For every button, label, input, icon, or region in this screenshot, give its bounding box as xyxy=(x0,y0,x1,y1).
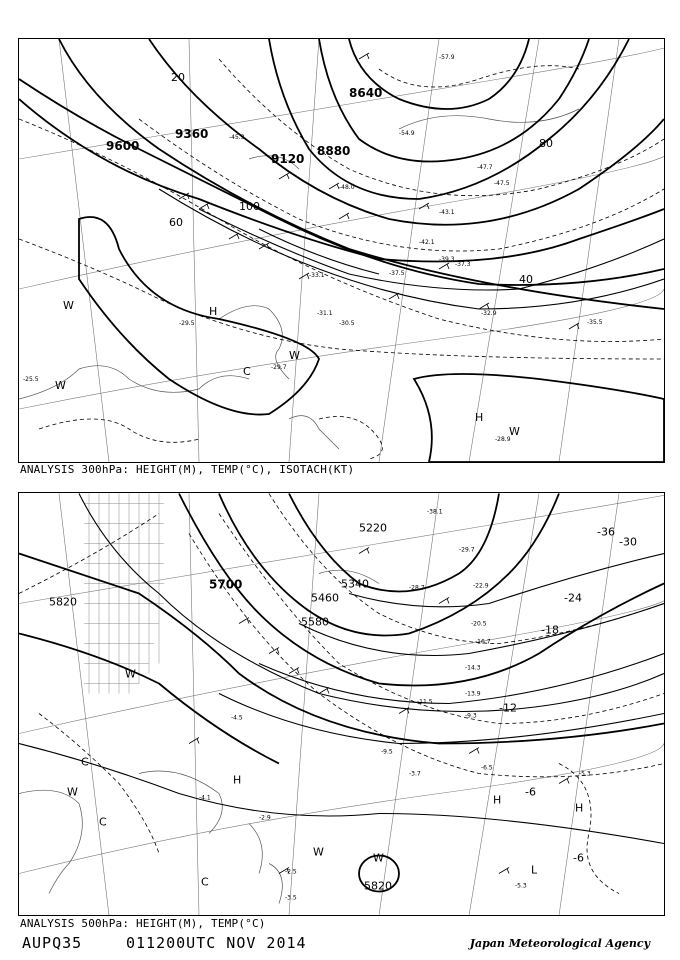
graticule xyxy=(19,493,664,916)
temperature-value: -9.3 xyxy=(465,712,477,720)
temperature-value: -38.1 xyxy=(427,508,443,516)
temperature-value: -28.7 xyxy=(409,584,425,592)
pressure-system-label: C xyxy=(81,755,89,769)
height-label: 5460 xyxy=(311,591,339,605)
isotherm-label: -24 xyxy=(564,591,582,605)
temperature-value: -4.1 xyxy=(199,794,211,802)
isotherm-label: -6 xyxy=(573,851,584,865)
pressure-system-label: C xyxy=(201,875,209,889)
isotach-label: 60 xyxy=(169,216,183,229)
temperature-value: -13.9 xyxy=(465,690,481,698)
pressure-system-label: W xyxy=(55,379,66,392)
temperature-value: -35.5 xyxy=(587,319,603,326)
pressure-system-label: H xyxy=(475,411,484,424)
temperature-value: -28.9 xyxy=(495,436,511,443)
temperature-value: -14.3 xyxy=(465,664,481,672)
temperature-value: -16.7 xyxy=(475,638,491,646)
agency-name: Japan Meteorological Agency xyxy=(469,937,650,950)
height-label: 8640 xyxy=(349,86,383,100)
pressure-system-label: W xyxy=(313,845,324,859)
pressure-system-label: H xyxy=(209,305,218,318)
temperature-value: -6.5 xyxy=(481,764,493,772)
temperature-value: -54.9 xyxy=(399,130,415,137)
pressure-system-label: W xyxy=(373,851,384,865)
pressure-system-label: C xyxy=(99,815,107,829)
pressure-system-label: L xyxy=(531,863,538,877)
temperature-value: -5.3 xyxy=(515,882,527,890)
temperature-value: -47.7 xyxy=(477,164,493,171)
temperature-contours xyxy=(19,494,664,894)
height-label: 9600 xyxy=(106,139,140,153)
isotherm-label: -30 xyxy=(619,535,637,549)
height-contours xyxy=(19,494,664,844)
height-label: 5700 xyxy=(209,577,243,592)
temperature-value: -29.5 xyxy=(179,320,195,327)
isotherm-label: -18 xyxy=(541,623,559,637)
temperature-value: -57.9 xyxy=(439,54,455,61)
height-contours xyxy=(19,39,664,309)
temperature-value: -5.3 xyxy=(579,770,591,778)
temperature-value: -11.5 xyxy=(417,698,433,706)
temperature-value: -42.1 xyxy=(419,239,435,246)
isotach-label: 100 xyxy=(239,200,260,213)
map-panel-300hpa xyxy=(18,38,665,463)
panel-caption-500hpa: ANALYSIS 500hPa: HEIGHT(M), TEMP(°C) xyxy=(20,917,266,930)
temperature-value: -33.1 xyxy=(309,272,325,279)
height-label: 9120 xyxy=(271,152,305,166)
temperature-value: -22.9 xyxy=(473,582,489,590)
map-500hpa-chart xyxy=(19,493,664,916)
temperature-value: -25.5 xyxy=(23,376,39,383)
temperature-value: -20.5 xyxy=(471,620,487,628)
valid-time: 011200UTC NOV 2014 xyxy=(126,934,307,952)
panel-caption-300hpa: ANALYSIS 300hPa: HEIGHT(M), TEMP(°C), ISOTACH(KT) xyxy=(20,463,355,476)
chart-footer xyxy=(22,934,658,956)
height-label: 5580 xyxy=(301,615,329,629)
height-label: 5820 xyxy=(364,879,392,893)
pressure-system-label: W xyxy=(289,349,300,362)
isotach-label: 40 xyxy=(519,273,533,286)
temperature-value: -2.5 xyxy=(285,868,297,876)
isotherm-label: -36 xyxy=(597,525,615,539)
chart-id: AUPQ35 xyxy=(22,934,83,952)
jet-core-region xyxy=(414,374,664,462)
temperature-value: -3.5 xyxy=(285,894,297,902)
isotherm-label: -12 xyxy=(499,701,517,715)
isotach-label: 80 xyxy=(539,137,553,150)
height-contours xyxy=(19,494,664,892)
temperature-value: -39.3 xyxy=(439,256,455,263)
pressure-system-label: W xyxy=(509,425,520,438)
temperature-value: -2.9 xyxy=(259,814,271,822)
temperature-value: -31.1 xyxy=(317,310,333,317)
temperature-value: -4.5 xyxy=(231,714,243,722)
temperature-value: -47.5 xyxy=(494,180,510,187)
temperature-value: -29.7 xyxy=(271,364,287,371)
temperature-value: -3.7 xyxy=(409,770,421,778)
temperature-value: -37.5 xyxy=(389,270,405,277)
temperature-value: -29.7 xyxy=(459,546,475,554)
pressure-system-label: H xyxy=(493,793,502,807)
temperature-value: -30.5 xyxy=(339,320,355,327)
temperature-value: -48.0 xyxy=(339,184,355,191)
pressure-system-label: H xyxy=(233,773,242,787)
isotach-label: 20 xyxy=(171,71,185,84)
height-label: 5820 xyxy=(49,595,77,609)
pressure-system-label: C xyxy=(243,365,251,378)
height-label: 5220 xyxy=(359,521,387,535)
map-panel-500hpa xyxy=(18,492,665,916)
temperature-value: -37.3 xyxy=(455,261,471,268)
height-label: 5340 xyxy=(341,577,369,591)
temperature-value: -43.1 xyxy=(439,209,455,216)
temperature-value: -32.9 xyxy=(481,310,497,317)
isotherm-label: -6 xyxy=(525,785,536,799)
pressure-system-label: W xyxy=(63,299,74,312)
temperature-value: -9.5 xyxy=(381,748,393,756)
graticule xyxy=(19,39,664,462)
pressure-system-label: H xyxy=(575,801,584,815)
map-300hpa-chart xyxy=(19,39,664,462)
pressure-system-label: W xyxy=(67,785,78,799)
temperature-contours xyxy=(19,59,664,459)
pressure-system-label: W xyxy=(125,667,136,681)
jet-core-region xyxy=(79,217,319,415)
height-label: 9360 xyxy=(175,127,209,141)
isotach-contours xyxy=(159,189,664,309)
temperature-value: -45.3 xyxy=(229,134,245,141)
height-label: 8880 xyxy=(317,144,351,158)
